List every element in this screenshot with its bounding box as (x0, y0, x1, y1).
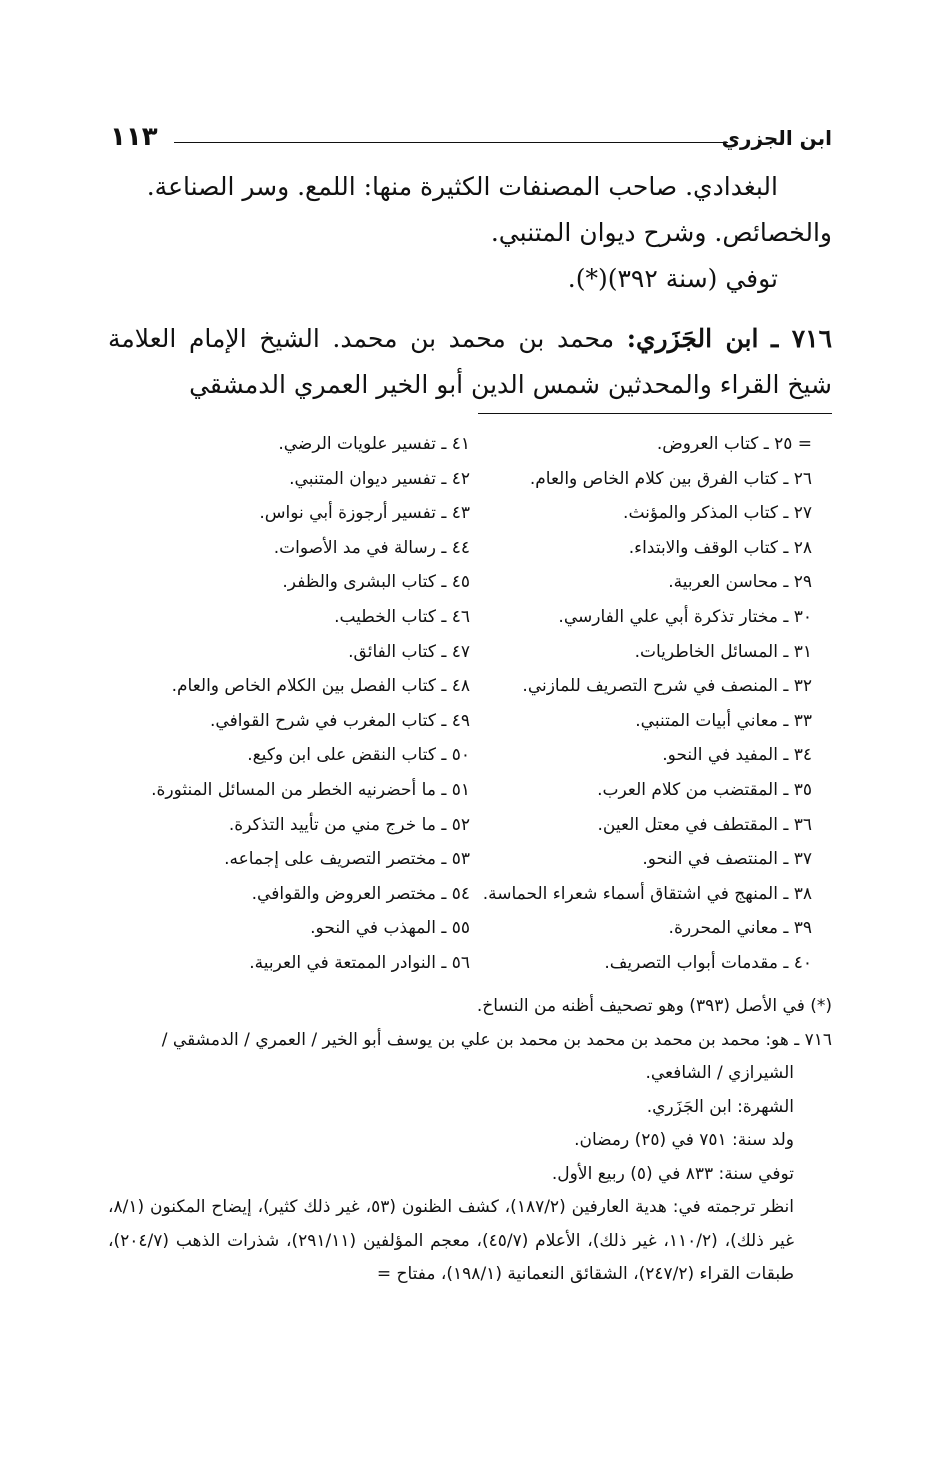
list-item: ٤١ ـ تفسير علويات الرضي. (278, 434, 470, 454)
list-item: ٢٦ ـ كتاب الفرق بين كلام الخاص والعام. (529, 468, 812, 489)
list-item: ٤٤ ـ رسالة في مد الأصوات. (273, 537, 470, 558)
works-column-right (470, 427, 832, 981)
list-item: ٥٣ ـ مختصر التصريف على إجماعه. (224, 849, 470, 870)
works-list (108, 427, 832, 987)
list-item: ٣٣ ـ معاني أبيات المتنبي. (635, 710, 812, 731)
list-item: ٥١ ـ ما أحضرنيه الخطر من المسائل المنثورة. (151, 779, 470, 800)
works-column-left (108, 427, 470, 981)
footnote-star: (*) في الأصل (٣٩٣) وهو تصحيف أظنه من النساخ. (476, 996, 832, 1016)
footnote-716: ٧١٦ ـ هو: محمد بن محمد بن محمد بن محمد بن علي بن يوسف أبو الخير / العمري / الدمشقي / (161, 1029, 832, 1050)
entry-text: محمد بن محمد بن محمد. الشيخ الإمام العلامة شيخ القراء والمحدثين شمس الدين أبو الخير العمري الدمشقي (108, 324, 832, 399)
list-item: ٤٦ ـ كتاب الخطيب. (334, 606, 470, 627)
footnotes (108, 990, 832, 1292)
footnote-fame: الشهرة: ابن الجَزَري. (646, 1096, 794, 1117)
list-item: ٣٨ ـ المنهج في اشتقاق أسماء شعراء الحماسة. (482, 883, 812, 904)
list-item: ٥٥ ـ المهذب في النحو. (310, 918, 470, 939)
list-item: ٣٦ ـ المقتطف في معتل العين. (597, 814, 812, 835)
list-item: = ٢٥ ـ كتاب العروض. (656, 434, 812, 454)
list-item: ٥٤ ـ مختصر العروض والقوافي. (251, 883, 470, 904)
entry-name: ابن الجَزَري: (626, 324, 759, 353)
list-item: ٣١ ـ المسائل الخاطريات. (634, 641, 812, 662)
list-item: ٢٧ ـ كتاب المذكر والمؤنث. (623, 503, 812, 524)
list-item: ٥٦ ـ النوادر الممتعة في العربية. (249, 952, 470, 973)
list-item: ٤٠ ـ مقدمات أبواب التصريف. (604, 952, 812, 973)
main-text (108, 164, 832, 408)
list-item: ٢٩ ـ محاسن العربية. (668, 572, 812, 593)
list-item: ٢٨ ـ كتاب الوقف والابتداء. (628, 537, 812, 558)
list-item: ٤٥ ـ كتاب البشرى والظفر. (282, 572, 470, 593)
entry-number: ٧١٦ ـ (771, 324, 833, 353)
footnote-references: انظر ترجمته في: هدية العارفين (١٨٧/٢)، كشف الظنون (٥٣، غير ذلك كثير)، إيضاح المكنون (٨/١، غير ذلك)، (١١٠/٢، غير ذلك)، الأعلام (٤٥/٧)، معجم المؤلفين (٢٩١/١١)، شذرات الذهب (٢٠٤/٧)، طبقات القراء (٢٤٧/٢)، الشقائق النعمانية (١٩٨/١)، مفتاح = (108, 1197, 794, 1284)
header-rule (174, 142, 728, 143)
list-item: ٣٢ ـ المنصف في شرح التصريف للمازني. (522, 676, 812, 697)
footnote-line: الشيرازي / الشافعي. (645, 1063, 794, 1083)
page-number: ١١٣ (110, 122, 158, 152)
list-item: ٣٧ ـ المنتصف في النحو. (642, 849, 812, 870)
page-header (108, 122, 832, 162)
list-item: ٣٩ ـ معاني المحررة. (668, 918, 812, 939)
list-item: ٥٠ ـ كتاب النقض على ابن وكيع. (247, 745, 470, 766)
footnote-separator (478, 413, 832, 414)
list-item: ٤٢ ـ تفسير ديوان المتنبي. (289, 468, 470, 489)
body-line: توفي (سنة ٣٩٢)(*). (567, 264, 778, 293)
list-item: ٤٣ ـ تفسير أرجوزة أبي نواس. (259, 503, 470, 524)
list-item: ٣٤ ـ المفيد في النحو. (662, 745, 812, 766)
list-item: ٤٨ ـ كتاب الفصل بين الكلام الخاص والعام. (171, 676, 470, 697)
body-line: والخصائص. وشرح ديوان المتنبي. (490, 218, 832, 247)
body-line: البغدادي. صاحب المصنفات الكثيرة منها: اللمع. وسر الصناعة. (146, 172, 778, 201)
footnote-born: ولد سنة: ٧٥١ في (٢٥) رمضان. (574, 1130, 794, 1150)
list-item: ٤٧ ـ كتاب الفائق. (348, 641, 470, 662)
running-title: ابن الجزري (721, 126, 832, 150)
list-item: ٤٩ ـ كتاب المغرب في شرح القوافي. (210, 710, 470, 731)
list-item: ٣٠ ـ مختار تذكرة أبي علي الفارسي. (558, 606, 812, 627)
list-item: ٣٥ ـ المقتضب من كلام العرب. (597, 779, 812, 800)
biography-entry (108, 316, 832, 408)
list-item: ٥٢ ـ ما خرج مني من تأييد التذكرة. (228, 814, 470, 835)
footnote-died: توفي سنة: ٨٣٣ في (٥) ربيع الأول. (551, 1163, 794, 1184)
